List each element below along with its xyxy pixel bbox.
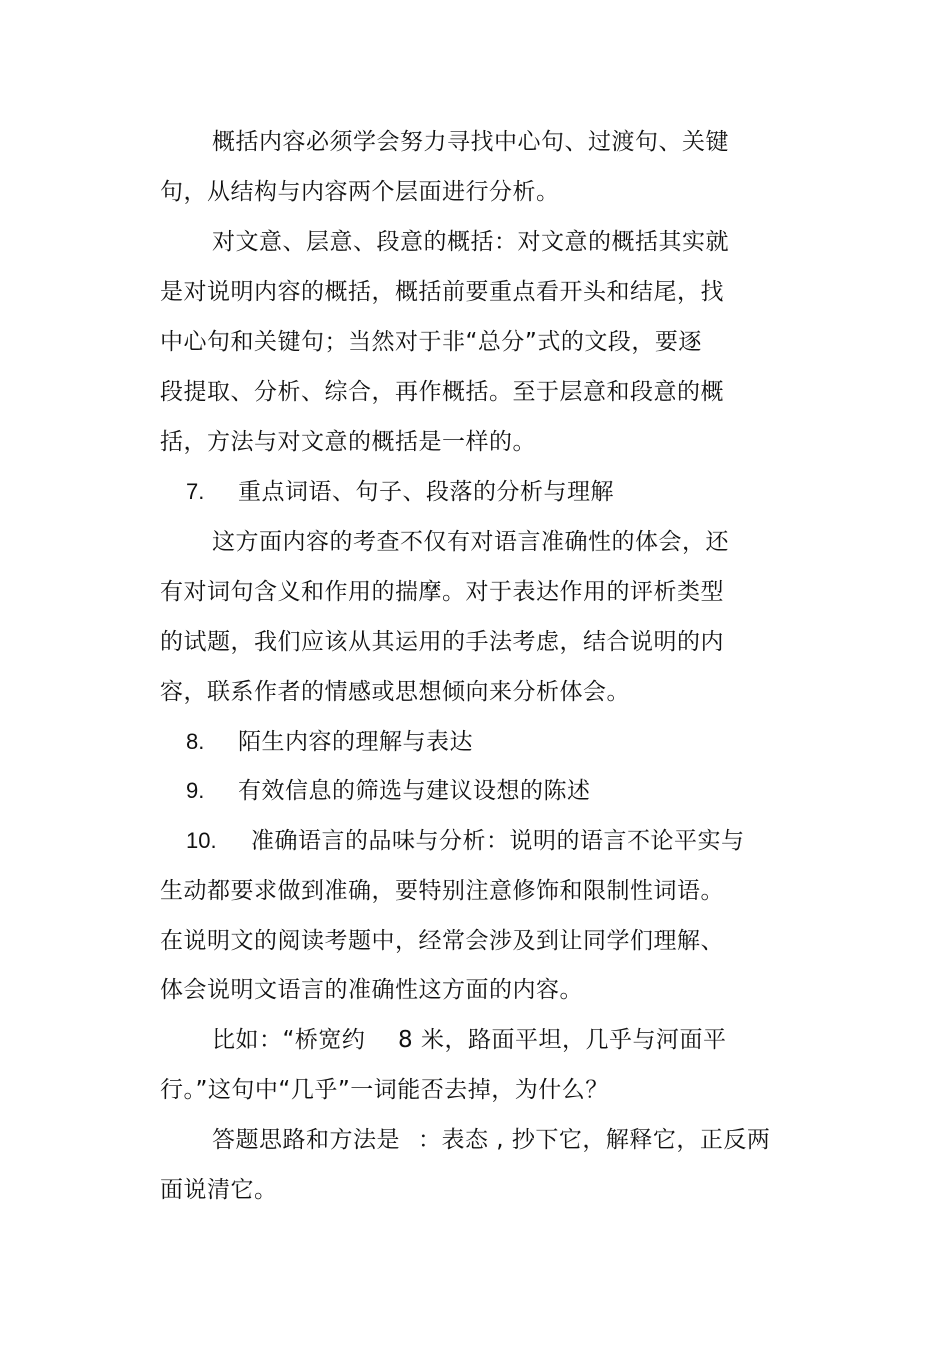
list-item-number: 7. xyxy=(186,479,205,504)
paragraph-line: 句，从结构与内容两个层面进行分析。 xyxy=(160,179,560,205)
paragraph-line: 行。”这句中“几乎”一词能否去掉，为什么？ xyxy=(160,1077,609,1103)
list-item-text: 重点词语、句子、段落的分析与理解 xyxy=(238,479,614,505)
paragraph-line: 括，方法与对文意的概括是一样的。 xyxy=(160,429,536,455)
list-item-number: 8. xyxy=(186,729,205,754)
paragraph-line: 对文意、层意、段意的概括：对文意的概括其实就 xyxy=(212,229,729,255)
paragraph-line: 面说清它。 xyxy=(160,1177,278,1203)
paragraph-line: 生动都要求做到准确，要特别注意修饰和限制性词语。 xyxy=(160,878,724,904)
paragraph-line: 这方面内容的考查不仅有对语言准确性的体会，还 xyxy=(212,529,729,555)
paragraph-line: 概括内容必须学会努力寻找中心句、过渡句、关键 xyxy=(212,129,729,155)
paragraph-line: 的试题，我们应该从其运用的手法考虑，结合说明的内 xyxy=(160,629,724,655)
paragraph-line: 体会说明文语言的准确性这方面的内容。 xyxy=(160,977,583,1003)
paragraph-line: 中心句和关键句；当然对于非“总分”式的文段，要逐 xyxy=(160,329,702,355)
paragraph-line: 容，联系作者的情感或思想倾向来分析体会。 xyxy=(160,679,630,705)
list-item-text: 准确语言的品味与分析：说明的语言不论平实与 xyxy=(251,828,745,854)
paragraph-line: 是对说明内容的概括，概括前要重点看开头和结尾，找 xyxy=(160,279,724,305)
paragraph-line: 比如：“桥宽约 xyxy=(212,1027,366,1053)
list-item-text: 有效信息的筛选与建议设想的陈述 xyxy=(238,778,591,804)
paragraph-line: 在说明文的阅读考题中，经常会涉及到让同学们理解、 xyxy=(160,928,724,954)
paragraph-line: 答题思路和方法是 xyxy=(212,1127,400,1153)
list-item-number: 9. xyxy=(186,778,205,803)
paragraph-line: 有对词句含义和作用的揣摩。对于表达作用的评析类型 xyxy=(160,579,724,605)
paragraph-line: ：表态 , 抄下它，解释它，正反两 xyxy=(418,1127,771,1153)
list-item-text: 陌生内容的理解与表达 xyxy=(238,729,473,755)
paragraph-line: 8 米，路面平坦，几乎与河面平 xyxy=(398,1027,727,1053)
paragraph-line: 段提取、分析、综合，再作概括。至于层意和段意的概 xyxy=(160,379,724,405)
list-item-number: 10. xyxy=(186,828,217,853)
